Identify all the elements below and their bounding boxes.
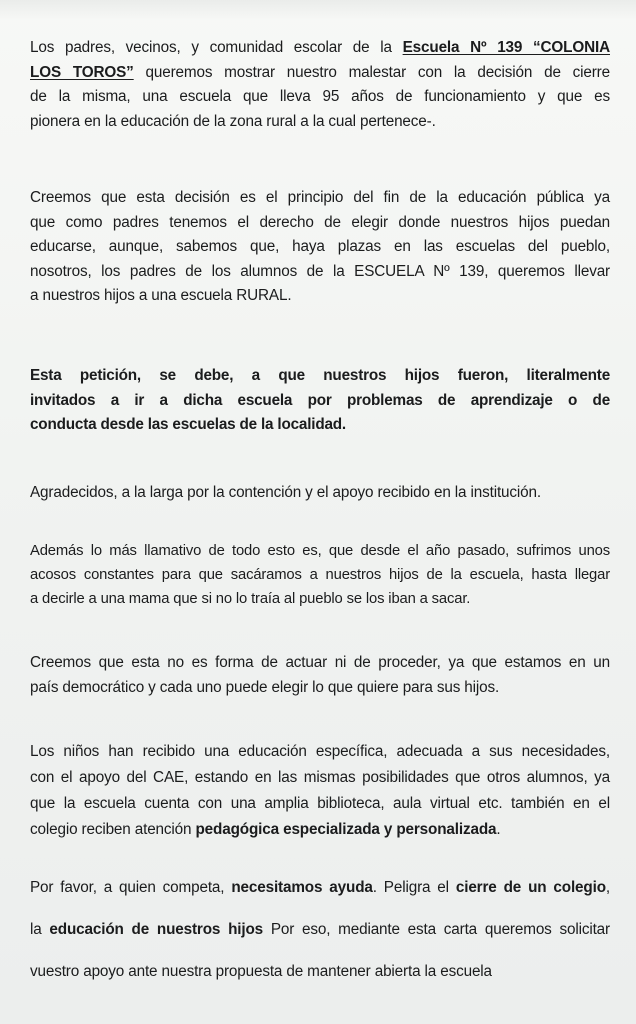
paragraph-request — [30, 918, 610, 943]
belief-line-3: educarse, aunque, sabemos que, haya plazas en las escuelas del pueblo, — [30, 238, 610, 255]
school-name-part-1: Escuela Nº 139 “COLONIA — [402, 39, 610, 56]
harassment-line-2: acosos constantes para que sacáramos a nuestros hijos de la escuela, hasta llegar — [30, 567, 610, 583]
petition-line-3: conducta desde las escuelas de la localidad. — [30, 416, 346, 433]
petition-line-1: Esta petición, se debe, a que nuestros hijos fueron, literalmente — [30, 367, 610, 384]
request-line-1 — [30, 918, 610, 943]
education-line-4 — [30, 817, 610, 843]
intro-line-2 — [30, 61, 610, 86]
paper-shadow — [0, 0, 636, 20]
intro-text-2b: queremos mostrar nuestro malestar con la decisión de cierre — [133, 63, 610, 81]
intro-line-4: pionera en la educación de la zona rural a la cual pertenece-. — [30, 112, 436, 130]
school-name-part-2: LOS TOROS” — [30, 63, 134, 81]
request-text-a: la — [30, 921, 50, 938]
petition-line-2: invitados a ir a dicha escuela por problemas de aprendizaje o de — [30, 391, 610, 409]
paragraph-help — [30, 876, 610, 901]
belief-line-1: Creemos que esta decisión es el principio del fin de la educación pública ya — [30, 189, 610, 206]
paragraph-democracy — [30, 651, 610, 700]
school-closure-text: cierre de un colegio — [455, 879, 606, 896]
help-text-e: , — [605, 879, 611, 896]
education-line-3: que la escuela cuenta con una amplia biblioteca, aula virtual etc. también en el — [30, 795, 610, 812]
need-help-text: necesitamos ayuda — [231, 879, 373, 896]
belief-line-2: que como padres tenemos el derecho de elegir donde nuestros hijos puedan — [30, 213, 610, 231]
democracy-line-2: país democrático y cada uno puede elegir lo que quiere para sus hijos. — [30, 678, 500, 696]
help-line-1 — [30, 876, 610, 901]
harassment-line-3: a decirle a una mama que si no lo traía al pueblo se los iban a sacar. — [30, 591, 471, 607]
education-line-2: con el apoyo del CAE, estando en las mismas posibilidades que otros alumnos, ya — [30, 769, 610, 786]
support-line-1: vuestro apoyo ante nuestra propuesta de mantener abierta la escuela — [30, 963, 492, 980]
democracy-line-1: Creemos que esta no es forma de actuar ni de proceder, ya que estamos en un — [30, 654, 610, 671]
specialized-attention-text: pedagógica especializada y personalizada — [195, 821, 497, 838]
paragraph-petition — [30, 364, 610, 438]
children-education-text: educación de nuestros hijos — [49, 921, 264, 938]
intro-text-1a: Los padres, vecinos, y comunidad escolar de la — [30, 39, 403, 56]
education-text-4c: . — [496, 821, 501, 838]
paragraph-intro — [30, 36, 610, 134]
paragraph-support — [30, 960, 610, 985]
paragraph-education — [30, 739, 610, 843]
paragraph-gratitude — [30, 481, 610, 506]
harassment-line-1: Además lo más llamativo de todo esto es, que desde el año pasado, sufrimos unos — [30, 543, 610, 559]
request-text-c: Por eso, mediante esta carta queremos solicitar — [263, 921, 610, 938]
paragraph-belief — [30, 186, 610, 309]
help-text-a: Por favor, a quien competa, — [30, 879, 232, 896]
help-text-c: . Peligra el — [372, 879, 456, 896]
belief-line-5: a nuestros hijos a una escuela RURAL. — [30, 287, 292, 304]
intro-line-1 — [30, 36, 610, 61]
paragraph-harassment — [30, 539, 610, 611]
education-text-4a: colegio reciben atención — [30, 821, 196, 838]
intro-line-3: de la misma, una escuela que lleva 95 años de funcionamiento y que es — [30, 88, 610, 105]
gratitude-line-1: Agradecidos, a la larga por la contención y el apoyo recibido en la institución. — [30, 484, 541, 501]
belief-line-4: nosotros, los padres de los alumnos de la ESCUELA Nº 139, queremos llevar — [30, 262, 610, 280]
education-line-1: Los niños han recibido una educación específica, adecuada a sus necesidades, — [30, 743, 610, 760]
